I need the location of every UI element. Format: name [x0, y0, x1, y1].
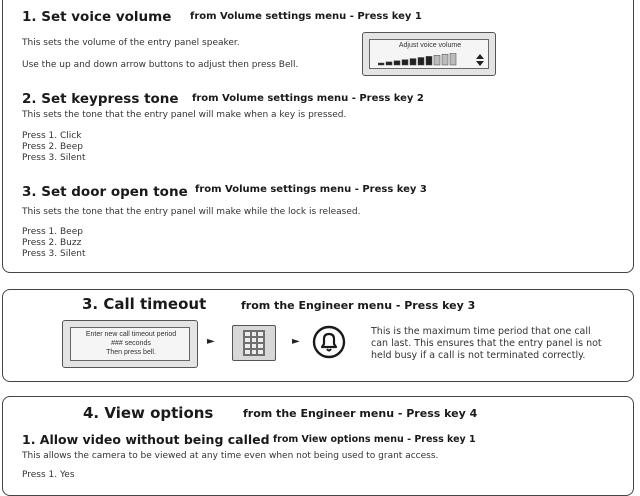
call-timeout-lcd-screen: [70, 327, 190, 361]
set-door-open-tone-nav: from Volume settings menu - Press key 3: [195, 184, 427, 195]
volume-bar: [402, 60, 408, 65]
set-voice-volume-desc2: Use the up and down arrow buttons to adjust then press Bell.: [22, 60, 299, 70]
allow-video-desc: This allows the camera to be viewed at any time even when not being used to grant access.: [22, 451, 439, 461]
view-options-nav: from the Engineer menu - Press key 4: [243, 407, 478, 420]
call-timeout-lcd-display: [62, 320, 198, 368]
volume-bar: [426, 56, 432, 65]
door-open-tone-option: Press 2. Buzz: [22, 238, 82, 248]
volume-bar: [450, 53, 456, 65]
door-open-tone-option: Press 3. Silent: [22, 249, 86, 259]
keypress-tone-option: Press 3. Silent: [22, 153, 86, 163]
call-timeout-desc-line: This is the maximum time period that one call: [371, 326, 591, 337]
call-timeout-title: 3. Call timeout: [82, 295, 207, 313]
allow-video-title: 1. Allow video without being called: [22, 432, 270, 447]
door-open-tone-option: Press 1. Beep: [22, 227, 83, 237]
call-timeout-desc-line: can last. This ensures that the entry panel is not: [371, 338, 602, 349]
volume-lcd-display: [362, 32, 496, 76]
volume-bar-graph: [378, 53, 488, 67]
allow-video-option: Press 1. Yes: [22, 470, 75, 480]
volume-bar: [442, 54, 448, 65]
call-timeout-nav: from the Engineer menu - Press key 3: [241, 299, 476, 312]
volume-lcd-screen: [369, 39, 489, 69]
volume-bar: [410, 59, 416, 65]
allow-video-nav: from View options menu - Press key 1: [273, 434, 476, 445]
view-options-title: 4. View options: [83, 404, 214, 422]
set-voice-volume-title: 1. Set voice volume: [22, 9, 172, 25]
arrow-right-icon: ►: [207, 336, 215, 347]
keypress-tone-option: Press 1. Click: [22, 131, 82, 141]
lcd-line: ### seconds: [111, 340, 151, 347]
set-keypress-tone-nav: from Volume settings menu - Press key 2: [192, 93, 424, 104]
set-door-open-tone-desc: This sets the tone that the entry panel will make while the lock is released.: [22, 207, 361, 217]
volume-bar: [386, 62, 392, 65]
volume-bar: [418, 58, 424, 66]
keypress-tone-option: Press 2. Beep: [22, 142, 83, 152]
arrow-right-icon: ►: [292, 336, 300, 347]
volume-bar: [378, 63, 384, 65]
up-down-arrows-icon: [476, 54, 484, 66]
lcd-line: Then press bell.: [106, 349, 156, 356]
volume-lcd-label: Adjust voice volume: [398, 42, 462, 49]
keypad-icon: [232, 325, 276, 361]
set-voice-volume-desc1: This sets the volume of the entry panel speaker.: [22, 38, 240, 48]
volume-bar: [434, 55, 440, 65]
set-voice-volume-nav: from Volume settings menu - Press key 1: [190, 11, 422, 22]
set-keypress-tone-title: 2. Set keypress tone: [22, 91, 179, 107]
volume-bar: [394, 61, 400, 65]
call-timeout-desc-line: held busy if a call is not terminated correctly.: [371, 350, 586, 361]
bell-icon: [312, 325, 346, 359]
set-keypress-tone-desc: This sets the tone that the entry panel will make when a key is pressed.: [22, 110, 347, 120]
set-door-open-tone-title: 3. Set door open tone: [22, 184, 188, 200]
lcd-line: Enter new call timeout period: [85, 331, 177, 338]
